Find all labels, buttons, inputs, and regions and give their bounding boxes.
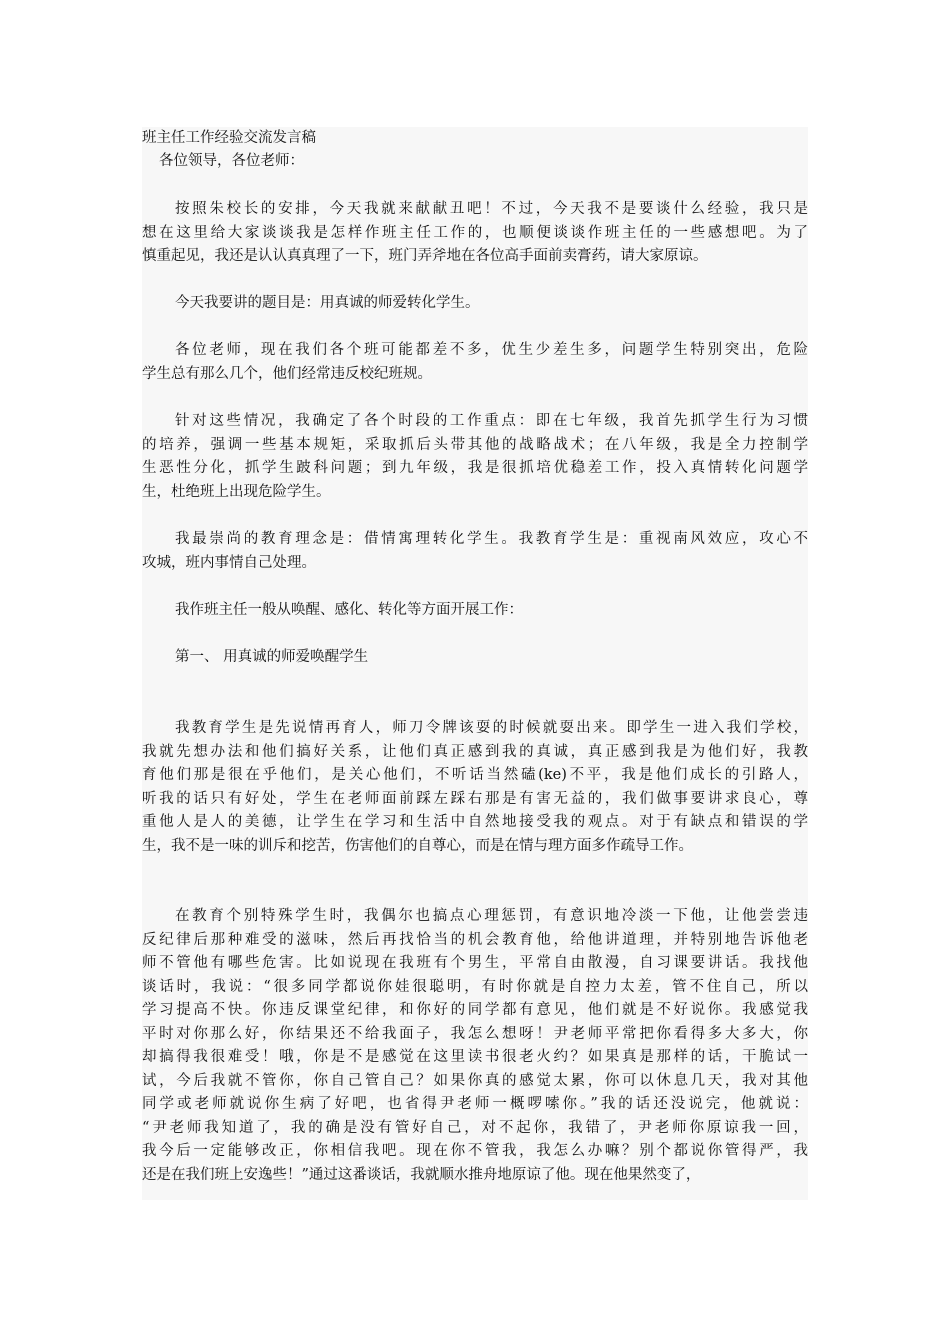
paragraph-line: 平时对你那么好，你结果还不给我面子，我怎么想呀！尹老师平常把你看得多大多大，你 [142, 1025, 808, 1042]
paragraph-line: 的培养，强调一些基本规矩，采取抓后头带其他的战略战术；在八年级，我是全力控制学 [142, 436, 808, 453]
paragraph-line: 我就先想办法和他们搞好关系，让他们真正感到我的真诚，真正感到我是为他们好，我教 [142, 743, 808, 760]
paragraph [142, 528, 808, 575]
paragraph-line: 我今后一定能够改正，你相信我吧。现在你不管我，我怎么办嘛？别个都说你管得严，我 [142, 1143, 808, 1159]
paragraph-line: 针对这些情况，我确定了各个时段的工作重点：即在七年级，我首先抓学生行为习惯 [175, 413, 808, 429]
paragraph-line: 我教育学生是先说情再育人，师刀令牌该耍的时候就耍出来。即学生一进入我们学校， [175, 720, 808, 736]
paragraph-line: 按照朱校长的安排，今天我就来献献丑吧！不过，今天我不是要谈什么经验，我只是 [175, 201, 808, 217]
paragraph-line: 各位老师，现在我们各个班可能都差不多，优生少差生多，问题学生特别突出，危险 [175, 342, 808, 358]
paragraph [142, 599, 808, 623]
paragraph-line: 听我的话只有好处，学生在老师面前踩左踩右那是有害无益的，我们做事要讲求良心，尊 [142, 790, 808, 807]
paragraph [142, 410, 808, 504]
paragraph-line: 育他们那是很在乎他们，是关心他们，不听话当然磕(ke)不平，我是他们成长的引路人， [142, 767, 808, 783]
paragraph-line: 想在这里给大家谈谈我是怎样作班主任工作的，也顺便谈谈作班主任的一些感想吧。为了 [142, 224, 808, 241]
paragraph-line: 生，杜绝班上出现危险学生。 [142, 483, 331, 500]
paragraph-line: 生恶性分化，抓学生跛科问题；到九年级，我是很抓培优稳差工作，投入真情转化问题学 [142, 460, 808, 476]
greeting: 各位领导，各位老师： [159, 153, 304, 169]
paragraph [142, 339, 808, 386]
paragraph-line: 慎重起见，我还是认认真真理了一下，班门弄斧地在各位高手面前卖膏药，请大家原谅。 [142, 248, 708, 264]
paragraph-line: 学习提高不快。你违反课堂纪律，和你好的同学都有意见，他们就是不好说你。我感觉我 [142, 1002, 808, 1018]
paragraph [142, 198, 808, 269]
paragraph-line: 试，今后我就不管你，你自己管自己？如果你真的感觉太累，你可以休息几天，我对其他 [142, 1072, 808, 1089]
document-page [142, 127, 808, 1200]
paragraph-line: “尹老师我知道了，我的确是没有管好自己，对不起你，我错了，尹老师你原谅我一回， [142, 1119, 808, 1136]
paragraph [142, 717, 808, 858]
paragraph-line: 生，我不是一味的训斥和挖苦，伤害他们的自尊心，而是在情与理方面多作疏导工作。 [142, 837, 693, 854]
paragraph [142, 646, 808, 670]
paragraph-line: 谈话时，我说：“很多同学都说你娃很聪明，有时你就是自控力太差，管不住自己，所以 [142, 978, 808, 995]
paragraph-line: 重他人是人的美德，让学生在学习和生活中自然地接受我的观点。对于有缺点和错误的学 [142, 814, 808, 830]
paragraph-line: 还是在我们班上安逸些！”通过这番谈话，我就顺水推舟地原谅了他。现在他果然变了， [142, 1166, 701, 1183]
paragraph-line: 在教育个别特殊学生时，我偶尔也搞点心理惩罚，有意识地冷淡一下他，让他尝尝违 [175, 908, 808, 924]
paragraph-line: 我作班主任一般从唤醒、感化、转化等方面开展工作： [175, 602, 523, 618]
paragraph-line: 同学或老师就说你生病了好吧，也省得尹老师一概啰嗦你。”我的话还没说完，他就说： [142, 1096, 808, 1112]
paragraph-line: 学生总有那么几个，他们经常违反校纪班规。 [142, 365, 432, 382]
paragraph-line: 我最崇尚的教育理念是：借情寓理转化学生。我教育学生是：重视南风效应，攻心不 [175, 531, 808, 547]
paragraph-line: 师不管他有哪些危害。比如说现在我班有个男生，平常自由散漫，自习课要讲话。我找他 [142, 955, 808, 971]
paragraph-line: 攻城，班内事情自己处理。 [142, 554, 316, 571]
paragraph-line: 第一、 用真诚的师爱唤醒学生 [175, 649, 369, 665]
paragraph [142, 292, 808, 316]
paragraph-line: 今天我要讲的题目是：用真诚的师爱转化学生。 [175, 295, 480, 311]
document-title: 班主任工作经验交流发言稿 [142, 130, 316, 146]
paragraph-line: 反纪律后那种难受的滋味，然后再找恰当的机会教育他，给他讲道理，并特别地告诉他老 [142, 931, 808, 948]
paragraph-line: 却搞得我很难受！哦，你是不是感觉在这里读书很老火约？如果真是那样的话，干脆试一 [142, 1049, 808, 1065]
paragraph [142, 905, 808, 1187]
